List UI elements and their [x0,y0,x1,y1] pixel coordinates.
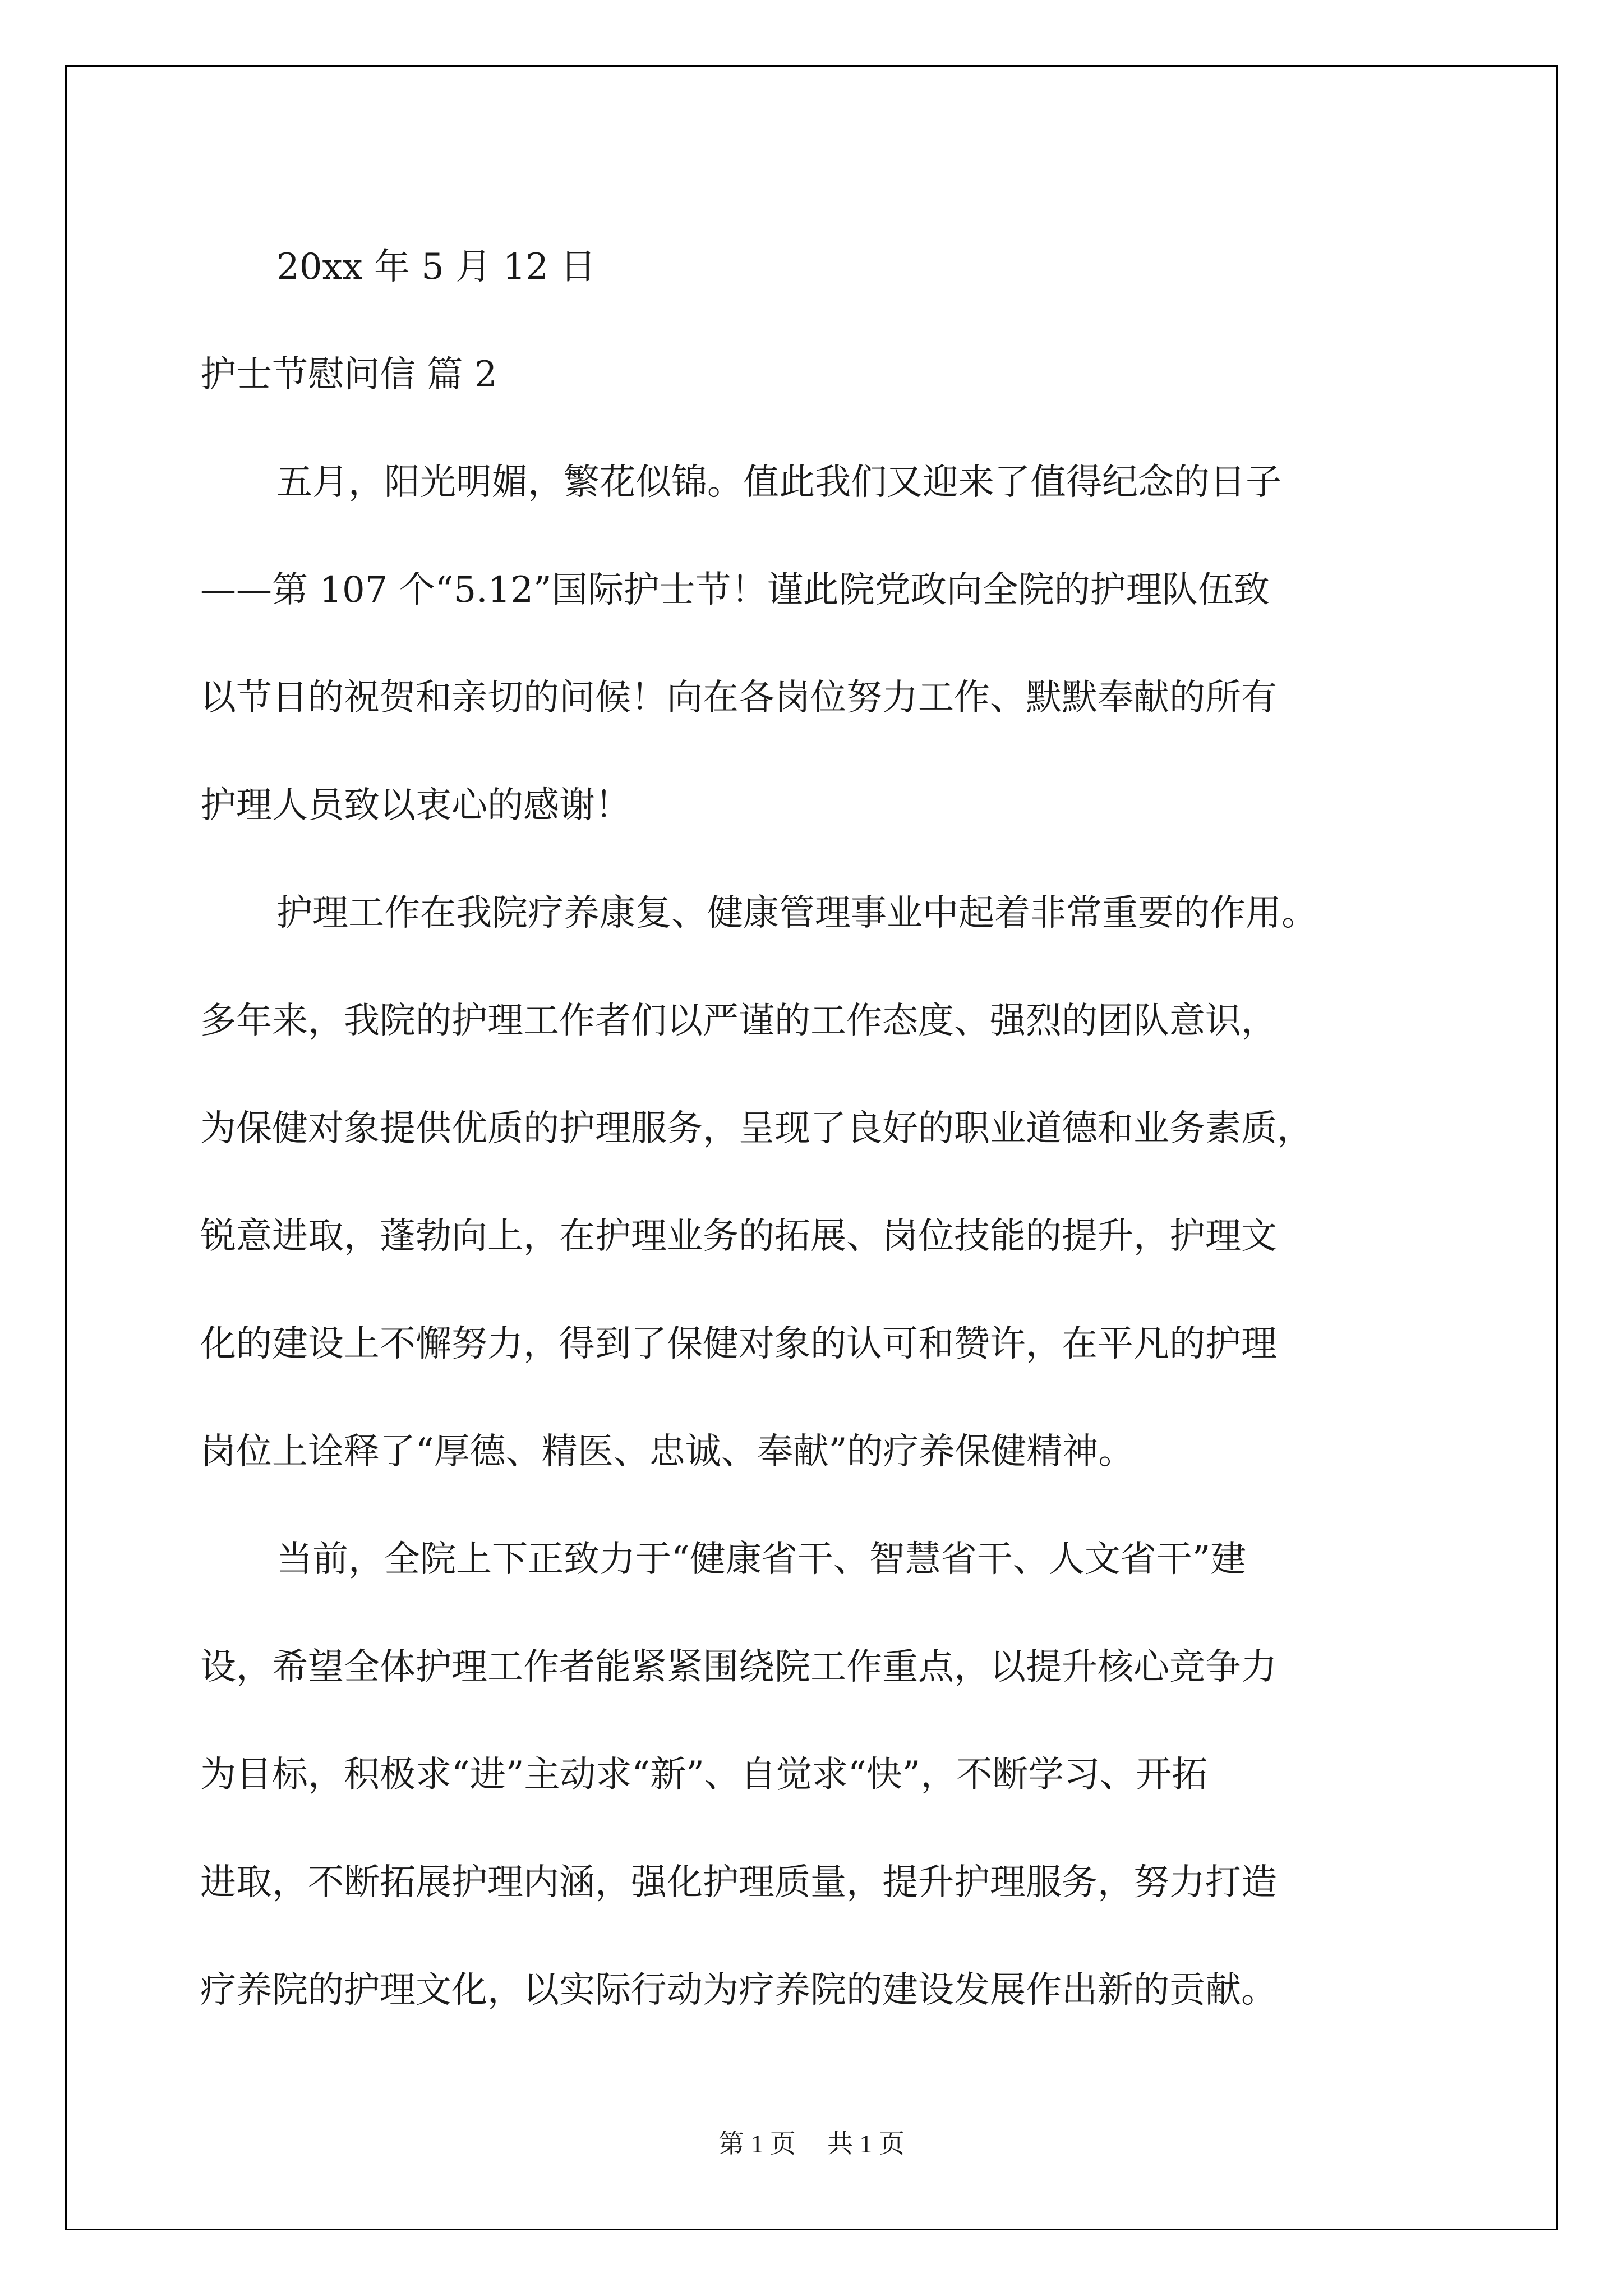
paragraph-line: 疗养院的护理文化，以实际行动为疗养院的建设发展作出新的贡献。 [200,1970,1277,2011]
paragraph-line: 护理人员致以衷心的感谢！ [200,785,631,826]
paragraph-line: 五月，阳光明媚，繁花似锦。值此我们又迎来了值得纪念的日子 [276,462,1281,503]
paragraph-1 [200,429,1456,859]
paragraph-line: 设，希望全体护理工作者能紧紧围绕院工作重点，以提升核心竞争力 [200,1646,1277,1688]
page-number: 第 1 页 [718,2129,796,2158]
paragraph-line: 岗位上诠释了“厚德、精医、忠诚、奉献”的疗养保健精神。 [200,1431,1135,1473]
paragraph-line: ——第 107 个“5.12”国际护士节！谨此院党政向全院的护理队伍致 [200,569,1270,611]
paragraph-line: 进取，不断拓展护理内涵，强化护理质量，提升护理服务，努力打造 [200,1862,1277,1903]
paragraph-line: 化的建设上不懈努力，得到了保健对象的认可和赞许，在平凡的护理 [200,1323,1277,1365]
page-total: 共 1 页 [827,2129,905,2158]
page-footer [0,2123,1623,2160]
paragraph-line: 当前，全院上下正致力于“健康省干、智慧省干、人文省干”建 [276,1539,1247,1580]
document-body [200,213,1456,2044]
section-heading: 护士节慰问信 篇 2 [200,354,497,395]
paragraph-line: 锐意进取，蓬勃向上，在护理业务的拓展、岗位技能的提升，护理文 [200,1216,1277,1257]
paragraph-line: 护理工作在我院疗养康复、健康管理事业中起着非常重要的作用。 [276,892,1317,934]
date-line: 20xx 年 5 月 12 日 [276,246,596,288]
paragraph-line: 为目标，积极求“进”主动求“新”、自觉求“快”，不断学习、开拓 [200,1754,1208,1796]
paragraph-line: 为保健对象提供优质的护理服务，呈现了良好的职业道德和业务素质， [200,1108,1313,1149]
paragraph-line: 多年来，我院的护理工作者们以严谨的工作态度、强烈的团队意识， [200,1000,1277,1042]
paragraph-line: 以节日的祝贺和亲切的问候！向在各岗位努力工作、默默奉献的所有 [200,677,1277,719]
paragraph-3 [200,1506,1456,2044]
paragraph-2 [200,859,1456,1506]
